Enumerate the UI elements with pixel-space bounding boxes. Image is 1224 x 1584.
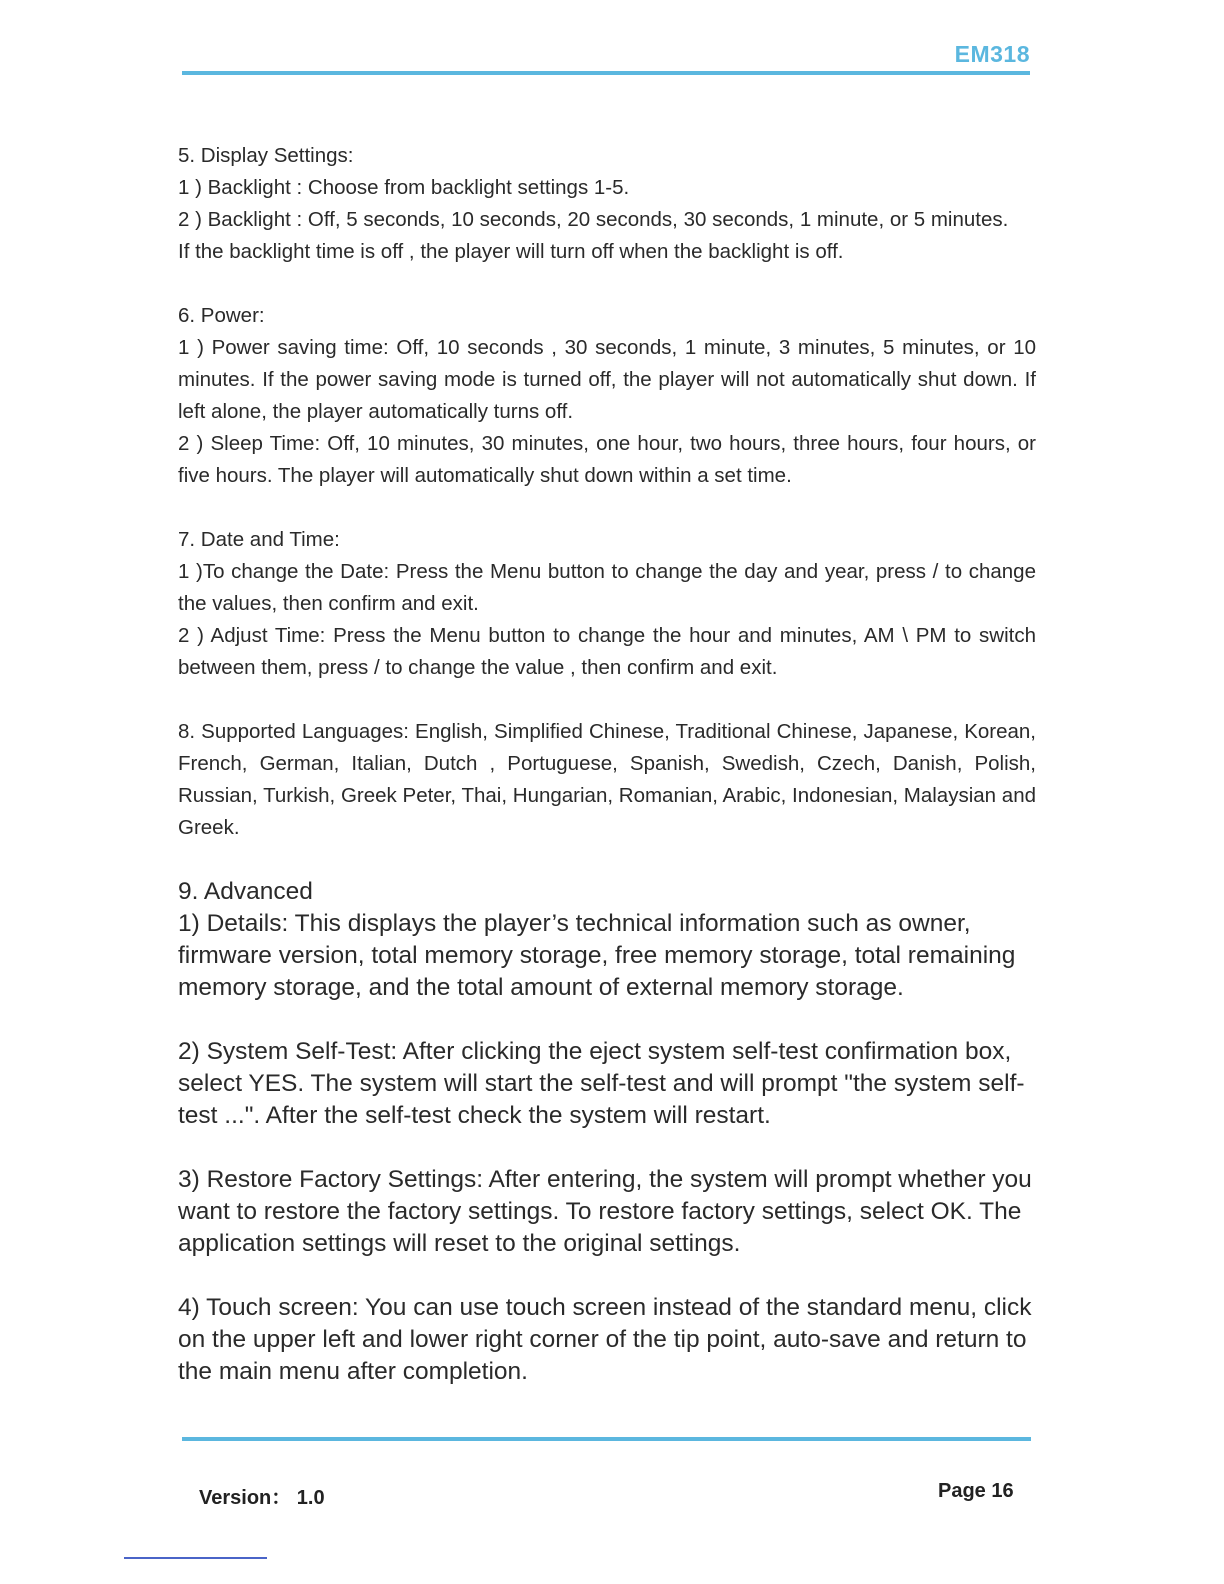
- paragraph: 1 ) Backlight : Choose from backlight settings 1-5.: [178, 176, 630, 199]
- link-underline: [124, 1557, 267, 1559]
- section-advanced-touch: [178, 1292, 1036, 1388]
- paragraph: If the backlight time is off , the player will turn off when the backlight is off.: [178, 240, 844, 263]
- paragraph: 2 ) Backlight : Off, 5 seconds, 10 seconds, 20 seconds, 30 seconds, 1 minute, or 5 minutes.: [178, 208, 1009, 231]
- paragraph: 1 )To change the Date: Press the Menu button to change the day and year, press / to change the values, then confirm and exit.: [178, 560, 1036, 615]
- section-advanced-restore: [178, 1164, 1036, 1260]
- paragraph: 8. Supported Languages: English, Simplified Chinese, Traditional Chinese, Japanese, Korean, French, German, Italian, Dutch , Portuguese, Spanish, Swedish, Czech, Danish, Polish, Russian, Turkish, Greek Peter, Thai, Hungarian, Romanian, Arabic, Indonesian, Malaysian and Greek.: [178, 720, 1036, 839]
- section-title: 6. Power:: [178, 304, 265, 327]
- version-label: Version： 1.0: [199, 1487, 325, 1509]
- section-date-time: [178, 524, 1036, 684]
- footer-divider: [182, 1437, 1031, 1441]
- section-title: 9. Advanced: [178, 878, 313, 905]
- paragraph: 4) Touch screen: You can use touch screen instead of the standard menu, click on the upper left and lower right corner of the tip point, auto-save and return to the main menu after completion.: [178, 1294, 1032, 1385]
- section-title: 5. Display Settings:: [178, 144, 354, 167]
- section-languages: [178, 716, 1036, 844]
- paragraph: 2 ) Sleep Time: Off, 10 minutes, 30 minutes, one hour, two hours, three hours, four hours, or five hours. The player will automatically shut down within a set time.: [178, 432, 1036, 487]
- section-display-settings: [178, 140, 1036, 268]
- page-number: Page 16: [938, 1480, 1014, 1502]
- paragraph: 2 ) Adjust Time: Press the Menu button to change the hour and minutes, AM \ PM to switch between them, press / to change the value , then confirm and exit.: [178, 624, 1036, 679]
- paragraph: 2) System Self-Test: After clicking the eject system self-test confirmation box, select YES. The system will start the self-test and will prompt "the system self-test ...". After the self-test check the system will restart.: [178, 1038, 1025, 1129]
- model-header: EM318: [954, 41, 1030, 67]
- section-title: 7. Date and Time:: [178, 528, 340, 551]
- paragraph: 1 ) Power saving time: Off, 10 seconds , 30 seconds, 1 minute, 3 minutes, 5 minutes, or 10 minutes. If the power saving mode is turned off, the player will not automatically shut down. If left alone, the player automatically turns off.: [178, 336, 1036, 423]
- section-advanced-details: [178, 876, 1036, 1004]
- paragraph: 3) Restore Factory Settings: After entering, the system will prompt whether you want to restore the factory settings. To restore factory settings, select OK. The application settings will reset to the original settings.: [178, 1166, 1032, 1257]
- header-divider: [182, 71, 1030, 75]
- paragraph: 1) Details: This displays the player’s technical information such as owner, firmware version, total memory storage, free memory storage, total remaining memory storage, and the total amount of external memory storage.: [178, 910, 1016, 1001]
- section-advanced-self-test: [178, 1036, 1036, 1132]
- section-power: [178, 300, 1036, 492]
- page-content: [178, 140, 1036, 1420]
